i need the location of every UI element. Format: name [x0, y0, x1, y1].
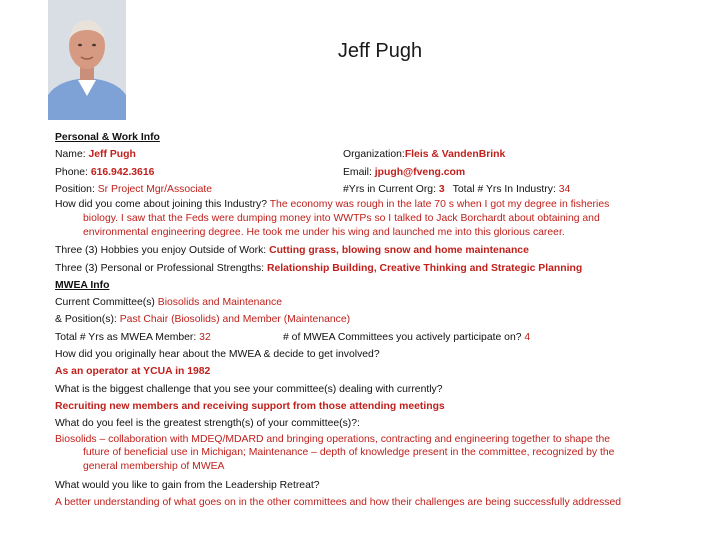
years-org-label: #Yrs in Current Org:: [343, 183, 439, 195]
committee-position-label: & Position(s):: [55, 314, 120, 326]
industry-question-block: [55, 198, 665, 239]
years-industry-value: 34: [558, 183, 571, 195]
row-committee: [55, 294, 665, 311]
profile-photo: [48, 0, 126, 120]
years-industry-label: Total # Yrs In Industry:: [452, 183, 559, 195]
committee-label: Current Committee(s): [55, 297, 158, 309]
org-label: Organization:: [343, 149, 405, 161]
challenge-question: What is the biggest challenge that you see your committee(s) dealing with currently?: [55, 383, 443, 395]
strength-answer-1: Biosolids – collaboration with MDEQ/MDARD and bringing operations, contracting and engineering together to shape the: [55, 433, 611, 445]
strengths-label: Three (3) Personal or Professional Strengths:: [55, 262, 267, 274]
hear-answer: As an operator at YCUA in 1982: [55, 366, 211, 378]
hobbies-label: Three (3) Hobbies you enjoy Outside of Work:: [55, 245, 270, 257]
industry-answer-2: biology. I saw that the Feds were dumping money into WWTPs so I talked to Jack Borchardt about obtaining and: [83, 212, 600, 224]
page-title: Jeff Pugh: [337, 40, 423, 62]
row-phone-email: [55, 164, 665, 181]
row-strengths: [55, 260, 665, 277]
strengths-value: Relationship Building, Creative Thinking and Strategic Planning: [266, 262, 583, 274]
industry-answer-3: environmental engineering degree. He took me under his wing and launched me into this glorious career.: [83, 226, 565, 238]
member-years-label: Total # Yrs as MWEA Member:: [55, 331, 200, 343]
profile-content: [55, 129, 665, 511]
years-org-value: 3: [438, 183, 445, 195]
strength-answer-block: [55, 433, 665, 474]
phone-value: 616.942.3616: [90, 166, 155, 178]
hobbies-value: Cutting grass, blowing snow and home maintenance: [269, 245, 529, 257]
phone-label: Phone:: [55, 166, 91, 178]
section-header-mwea: MWEA Info: [55, 279, 110, 291]
section-header-personal: Personal & Work Info: [55, 132, 160, 143]
row-hobbies: [55, 242, 665, 259]
row-position-years: [55, 181, 665, 198]
committee-value: Biosolids and Maintenance: [157, 297, 282, 309]
row-name-org: [55, 146, 665, 163]
email-label: Email:: [343, 166, 375, 178]
org-value: Fleis & VandenBrink: [404, 149, 506, 161]
retreat-question: What would you like to gain from the Leadership Retreat?: [55, 479, 320, 491]
strength-answer-2: future of beneficial use in Michigan; Maintenance – depth of knowledge present in the committee, recognized by the: [83, 447, 615, 459]
committees-count-value: 4: [524, 331, 531, 343]
committees-count-label: # of MWEA Committees you actively participate on?: [283, 331, 525, 343]
row-member-years: [55, 329, 665, 346]
email-value: jpugh@fveng.com: [374, 166, 466, 178]
position-label: Position:: [55, 183, 98, 195]
industry-answer-1: The economy was rough in the late 70 s when I got my degree in fisheries: [269, 199, 610, 211]
member-years-value: 32: [199, 331, 211, 343]
committee-position-value: Past Chair (Biosolids) and Member (Maintenance): [119, 314, 351, 326]
challenge-answer: Recruiting new members and receiving support from those attending meetings: [55, 400, 445, 412]
strength-question: What do you feel is the greatest strength(s) of your committee(s)?:: [55, 418, 360, 430]
row-committee-position: [55, 311, 665, 328]
industry-question: How did you come about joining this Industry?: [55, 199, 270, 211]
name-label: Name:: [55, 149, 89, 161]
hear-question: How did you originally hear about the MWEA & decide to get involved?: [55, 349, 380, 361]
position-value: Sr Project Mgr/Associate: [97, 183, 213, 195]
retreat-answer: A better understanding of what goes on in the other committees and how their challenges are being successfully addressed: [55, 496, 622, 508]
name-value: Jeff Pugh: [88, 149, 136, 161]
person-portrait-icon: [48, 0, 126, 120]
strength-answer-3: general membership of MWEA: [83, 460, 225, 472]
